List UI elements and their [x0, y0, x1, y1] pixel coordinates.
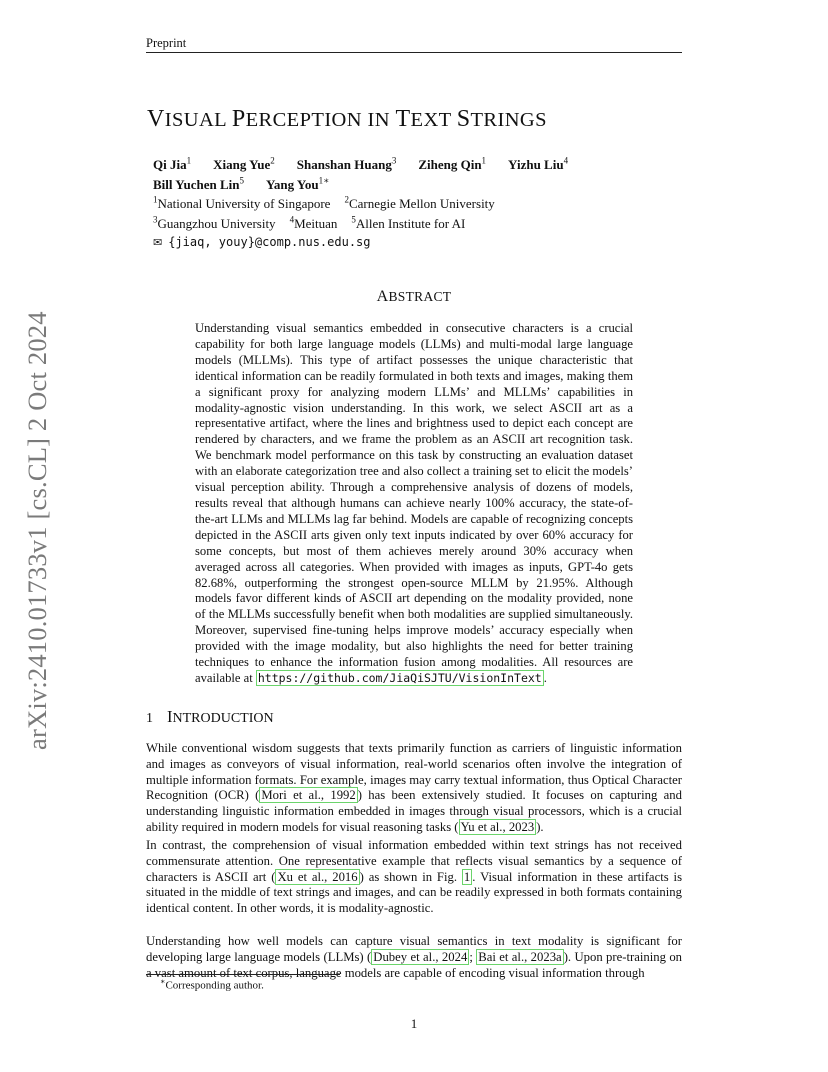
citation-link[interactable]: Xu et al., 2016 [277, 869, 358, 884]
author: Yizhu Liu$^4$ [508, 156, 569, 173]
author-list [153, 176, 351, 193]
body-paragraph: Understanding how well models can capture visual semantics in text modality is significant for developing large language models (LLMs) ( Dubey et al., 2024 ; Bai et al., 2023a ). Upon pre-training on a vast amount of text corpus, language models are capable of encoding visual information through [146, 934, 683, 980]
affiliation: $^3$Guangzhou University [153, 215, 276, 232]
author: Xiang Yue$^2$ [213, 156, 275, 173]
author: Ziheng Qin$^1$ [418, 156, 487, 173]
citation-link[interactable]: Dubey et al., 2024 [373, 949, 468, 964]
figure-ref-link[interactable]: 1 [463, 869, 471, 884]
author: Qi Jia$^1$ [153, 156, 192, 173]
page-number: 1 [410, 1016, 418, 1031]
author: Bill Yuchen Lin$^5$ [153, 176, 244, 193]
author: Yang You$^{1∗}$ [265, 176, 330, 193]
footnote: ∗Corresponding author. [160, 977, 264, 992]
affiliation-list [153, 195, 509, 212]
affiliation: $^1$National University of Singapore [153, 195, 331, 212]
footnote-rule [146, 974, 340, 975]
citation-link[interactable]: Yu et al., 2023 [460, 819, 535, 834]
body-paragraph: In contrast, the comprehension of visual information embedded within text strings has not received commensurate attention. One representative example that reflects visual semantics by a sequence of characters is ASCII art ( Xu et al., 2016 ) as shown in Fig. 1 . Visual information in these artifacts is situated in the middle of text strings and images, and can be readily expressed in both formats containing identical content. In other words, it is modality-agnostic. [146, 838, 683, 916]
envelope-icon: ✉ [153, 237, 163, 249]
affiliation-list [153, 215, 479, 232]
affiliation: $^4$Meituan [289, 215, 338, 232]
author: Shanshan Huang$^3$ [296, 156, 397, 173]
paper-title: VISUAL PERCEPTION IN TEXT STRINGS [147, 106, 547, 132]
citation-link[interactable]: Bai et al., 2023a [478, 949, 562, 964]
section-heading: 1 INTRODUCTION [146, 707, 274, 726]
body-paragraph: While conventional wisdom suggests that texts primarily function as carriers of linguistic information and images as conveyors of visual information, real-world scenarios often involve the integration of multiple information formats. For example, images may carry textual information, thus Optical Character Recognition (OCR) ( Mori et al., 1992 ) has been extensively studied. It focuses on capturing and understanding linguistic information embedded in images through visual processors, which is a crucial ability required in modern models for visual reasoning tasks ( Yu et al., 2023 ). [146, 741, 682, 834]
contact-email [153, 234, 371, 250]
abstract-body: Understanding visual semantics embedded in consecutive characters is a crucial capability for both large language models (LLMs) and multi-modal large language models (MLLMs). This type of artifact possesses the unique characteristic that identical information can be readily formulated in both texts and images, making them a significant proxy for analyzing modern LLMs’ and MLLMs’ capabilities in modality-agnostic vision understanding. In this work, we select ASCII art as a representative artifact, where the lines and brightness used to depict each concept are rendered by characters, and we frame the problem as an ASCII art recognition task. We benchmark model performance on this task by constructing an evaluation dataset with an elaborate categorization tree and also collect a training set to elicit the models’ visual perception ability. Through a comprehensive analysis of dozens of models, results reveal that although humans can achieve nearly 100% accuracy, the state-of-the-art LLMs and MLLMs lag far behind. Models are capable of recognizing concepts depicted in the ASCII arts given only text inputs indicated by over 60% accuracy for some concepts, but most of them achieves merely around 30% accuracy when averaged across all categories. When provided with images as inputs, GPT-4o gets 82.68%, outperforming the strongest open-source MLLM by 21.95%. Although models favor different kinds of ASCII art depending on the modality provided, none of the MLLMs successfully benefit when both modalities are supplied simultaneously. Moreover, supervised fine-tuning helps improve models’ accuracy especially when provided with the image modality, but also highlights the need for better training techniques to enhance the information fusion among modalities. All resources are available at https://github.com/JiaQiSJTU/VisionInText . [195, 321, 633, 685]
affiliation: $^5$Allen Institute for AI [351, 215, 466, 232]
citation-link[interactable]: Mori et al., 1992 [261, 788, 356, 803]
author-list [153, 156, 590, 173]
github-link[interactable]: https://github.com/JiaQiSJTU/VisionInText [257, 670, 542, 685]
arxiv-side-stamp: arXiv:2410.01733v1 [cs.CL] 2 Oct 2024 [22, 311, 52, 750]
running-head: Preprint [146, 36, 187, 50]
abstract-heading: ABSTRACT [376, 288, 452, 305]
affiliation: $^2$Carnegie Mellon University [344, 195, 495, 212]
header-rule [146, 52, 682, 53]
email-address[interactable]: {jiaq, youy}@comp.nus.edu.sg [168, 235, 371, 249]
